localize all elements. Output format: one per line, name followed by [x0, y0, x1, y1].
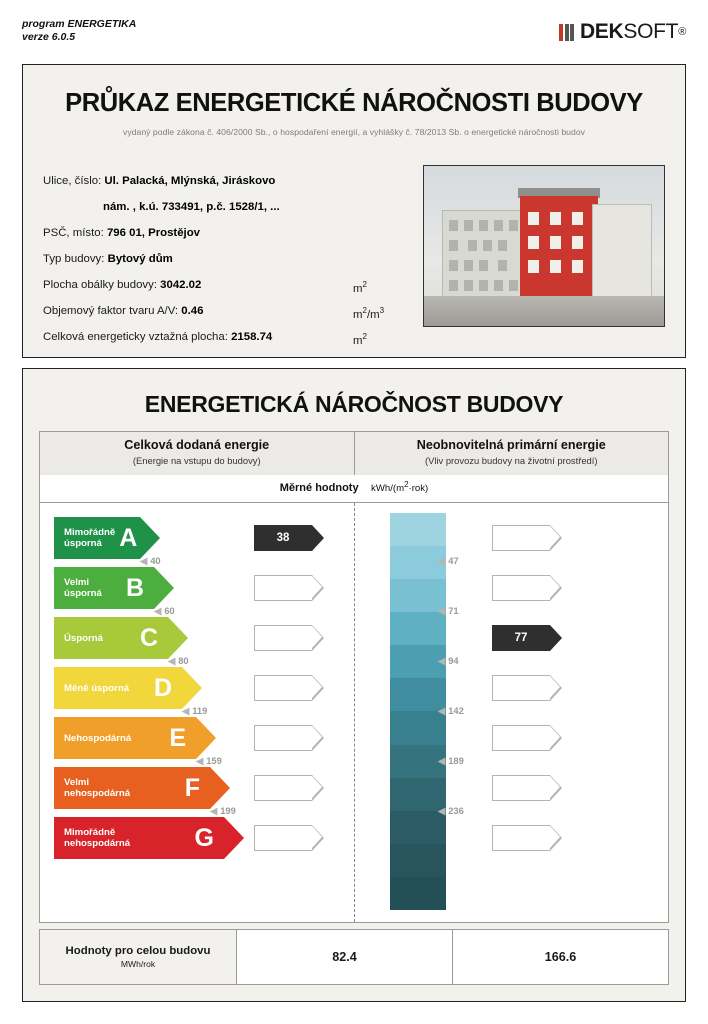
result-tag-right-D — [492, 675, 562, 701]
class-arrow-A — [54, 517, 160, 559]
info-row-envelope-area — [43, 272, 403, 298]
program-name: program ENERGETIKA — [22, 18, 137, 30]
column-header-delivered-energy — [40, 432, 354, 476]
energy-columns-header — [39, 431, 669, 477]
result-tag-left-C — [254, 625, 324, 651]
info-value-street-cont: nám. , k.ú. 733491, p.č. 1528/1, ... — [103, 201, 280, 213]
result-tag-right-E — [492, 725, 562, 751]
right-boundary-2: ◀ 71 — [438, 605, 459, 616]
units-row — [39, 475, 669, 503]
class-letter-B: B — [125, 574, 144, 602]
result-tag-left-A: 38 — [254, 525, 324, 551]
left-boundary-6: ◀ 199 — [210, 805, 236, 816]
energy-class-row-E — [54, 717, 216, 761]
class-arrow-B — [54, 567, 174, 609]
class-letter-G: G — [194, 824, 214, 852]
info-unit-shape-factor: $m^2/m^3$ — [353, 306, 385, 321]
info-value-envelope-area: 3042.02 — [160, 279, 202, 291]
info-unit-envelope-area: $m^2$ — [353, 280, 367, 295]
units-label: Měrné hodnoty — [279, 482, 359, 494]
class-letter-D: D — [153, 674, 172, 702]
result-tag-right-F — [492, 775, 562, 801]
result-tag-right-B — [492, 575, 562, 601]
info-label-shape-factor: Objemový faktor tvaru A/V: — [43, 305, 179, 317]
class-label-F: Velmi nehospodárná — [64, 777, 131, 799]
left-boundary-2: ◀ 60 — [154, 605, 175, 616]
class-label-G: Mimořádně nehospodárná — [64, 827, 131, 849]
result-tag-right-C: 77 — [492, 625, 562, 651]
result-tag-left-D — [254, 675, 324, 701]
info-label-street: Ulice, číslo: — [43, 175, 102, 187]
energy-scale-area — [39, 503, 669, 923]
gradient-segment-4 — [390, 612, 446, 645]
info-label-type: Typ budovy: — [43, 253, 105, 265]
building-info-list — [43, 168, 403, 350]
energy-class-row-F — [54, 767, 230, 811]
result-tag-left-F — [254, 775, 324, 801]
page-subtitle: vydaný podle zákona č. 406/2000 Sb., o hospodaření energií, a vyhlášky č. 78/2013 Sb. o energetické náročnosti budov — [122, 127, 586, 137]
column-title-primary: Neobnovitelná primární energie — [416, 438, 606, 452]
result-tag-left-E — [254, 725, 324, 751]
totals-label-line1: Hodnoty pro celou budovu — [65, 945, 211, 957]
class-arrow-C — [54, 617, 188, 659]
class-letter-E: E — [169, 724, 186, 752]
result-tag-right-A — [492, 525, 562, 551]
class-arrow-F — [54, 767, 230, 809]
class-label-D: Méně úsporná — [64, 682, 130, 694]
right-boundary-3: ◀ 94 — [438, 655, 459, 666]
right-boundary-6: ◀ 236 — [438, 805, 464, 816]
gradient-segment-12 — [390, 877, 446, 910]
class-arrow-D — [54, 667, 202, 709]
class-label-E: Nehospodárná — [64, 732, 132, 744]
energy-class-row-D — [54, 667, 202, 711]
info-value-type: Bytový dům — [107, 253, 173, 265]
info-value-zip: 796 01, Prostějov — [106, 227, 201, 239]
logo-soft-text: SOFT — [623, 20, 679, 43]
building-photo — [423, 165, 665, 327]
right-boundary-1: ◀ 47 — [438, 555, 459, 566]
energy-performance-box — [22, 368, 686, 1002]
info-row-reference-area — [43, 324, 403, 350]
right-boundary-5: ◀ 189 — [438, 755, 464, 766]
totals-value-delivered: 82.4 — [332, 950, 357, 964]
class-label-B: Velmi úsporná — [64, 577, 102, 599]
info-value-reference-area: 2158.74 — [231, 331, 273, 343]
class-arrow-G — [54, 817, 244, 859]
left-boundary-1: ◀ 40 — [140, 555, 161, 566]
info-label-zip: PSČ, místo: — [43, 227, 104, 239]
units-value: kWh/$(m^2\cdot rok)$ — [371, 479, 429, 494]
info-value-street: Ul. Palacká, Mlýnská, Jiráskovo — [104, 175, 276, 187]
document-header — [22, 18, 686, 52]
right-boundary-4: ◀ 142 — [438, 705, 464, 716]
class-label-C: Úsporná — [64, 632, 103, 644]
result-tag-right-G — [492, 825, 562, 851]
left-boundary-3: ◀ 80 — [168, 655, 189, 666]
column-header-primary-energy — [354, 432, 669, 476]
result-tag-left-G — [254, 825, 324, 851]
info-label-reference-area: Celková energeticky vztažná plocha: — [43, 331, 228, 343]
info-row-street-cont — [103, 194, 403, 220]
info-label-envelope-area: Plocha obálky budovy: — [43, 279, 157, 291]
left-boundary-4: ◀ 119 — [182, 705, 208, 716]
page-title: PRŮKAZ ENERGETICKÉ NÁROČNOSTI BUDOVY — [65, 89, 643, 117]
info-row-shape-factor — [43, 298, 403, 324]
class-letter-A: A — [119, 524, 138, 552]
totals-label-line2: MWh/rok — [120, 959, 156, 969]
gradient-segment-11 — [390, 844, 446, 877]
program-version: verze 6.0.5 — [22, 31, 76, 43]
whole-building-totals — [39, 929, 669, 985]
column-subtitle-primary: (Vliv provozu budovy na životní prostředí) — [425, 455, 598, 466]
energy-section-title: ENERGETICKÁ NÁROČNOST BUDOVY — [144, 391, 564, 417]
column-divider — [354, 503, 355, 922]
info-row-zip — [43, 220, 403, 246]
totals-value-primary: 166.6 — [452, 930, 668, 984]
class-arrow-E — [54, 717, 216, 759]
result-tag-left-B — [254, 575, 324, 601]
logo-bars-icon — [559, 24, 576, 41]
totals-label — [40, 930, 237, 984]
info-unit-reference-area: $m^2$ — [353, 332, 367, 347]
deksoft-logo — [559, 20, 686, 44]
gradient-segment-1 — [390, 513, 446, 546]
left-boundary-5: ◀ 159 — [196, 755, 222, 766]
info-row-street — [43, 168, 403, 194]
logo-dek-text: DEK — [579, 20, 624, 43]
info-value-shape-factor: 0.46 — [181, 305, 204, 317]
column-title-delivered: Celková dodaná energie — [124, 438, 270, 452]
logo-registered-mark: ® — [678, 26, 686, 38]
class-letter-F: F — [184, 774, 200, 802]
certificate-main-box — [22, 64, 686, 358]
energy-class-row-G — [54, 817, 244, 861]
class-label-A: Mimořádně úsporná — [64, 527, 116, 549]
info-row-type — [43, 246, 403, 272]
column-subtitle-delivered: (Energie na vstupu do budovy) — [132, 455, 261, 466]
class-letter-C: C — [139, 624, 158, 652]
